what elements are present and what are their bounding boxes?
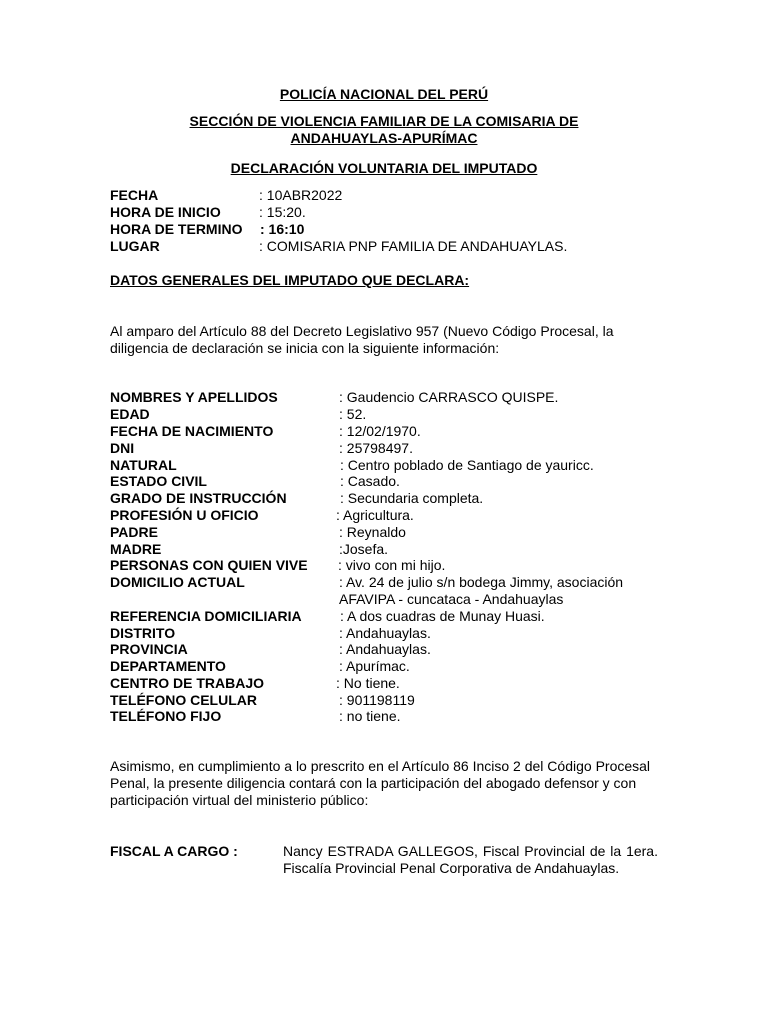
field-label: PROFESIÓN U OFICIO bbox=[110, 507, 259, 523]
field-label: REFERENCIA DOMICILIARIA bbox=[110, 608, 302, 624]
fiscal-value: Nancy ESTRADA GALLEGOS, Fiscal Provincial de la 1era. Fiscalía Provincial Penal Corporativa de Andahuaylas. bbox=[283, 843, 658, 876]
lugar-value: : COMISARIA PNP FAMILIA DE ANDAHUAYLAS. bbox=[259, 238, 568, 254]
asimismo-paragraph: Asimismo, en cumplimiento a lo prescrito en el Artículo 86 Inciso 2 del Código Procesal Penal, la presente diligencia contará con la participación del abogado defensor y con participación virtual del ministerio público: bbox=[110, 758, 651, 808]
field-label: FECHA DE NACIMIENTO bbox=[110, 423, 274, 439]
field-label: DNI bbox=[110, 440, 135, 456]
field-label: TELÉFONO CELULAR bbox=[110, 692, 257, 708]
field-value: : A dos cuadras de Munay Huasi. bbox=[340, 608, 545, 624]
field-value: : No tiene. bbox=[336, 675, 400, 691]
field-value: : Andahuaylas. bbox=[339, 641, 431, 657]
field-label: NOMBRES Y APELLIDOS bbox=[110, 389, 278, 405]
field-label: GRADO DE INSTRUCCIÓN bbox=[110, 490, 287, 506]
field-label: DEPARTAMENTO bbox=[110, 658, 226, 674]
intro-paragraph: Al amparo del Artículo 88 del Decreto Legislativo 957 (Nuevo Código Procesal, la diligencia de declaración se inicia con la siguiente información: bbox=[110, 323, 614, 356]
field-label: PROVINCIA bbox=[110, 641, 188, 657]
fecha-value: : 10ABR2022 bbox=[259, 187, 343, 203]
field-value: : Gaudencio CARRASCO QUISPE. bbox=[339, 389, 559, 405]
document-title: DECLARACIÓN VOLUNTARIA DEL IMPUTADO bbox=[230, 160, 538, 176]
field-label: MADRE bbox=[110, 541, 162, 557]
field-label: CENTRO DE TRABAJO bbox=[110, 675, 265, 691]
fecha-label: FECHA bbox=[110, 187, 159, 203]
field-label: PADRE bbox=[110, 524, 158, 540]
field-label: DISTRITO bbox=[110, 625, 176, 641]
field-value-continuation: AFAVIPA - cuncataca - Andahuaylas bbox=[339, 591, 564, 607]
field-value: : Andahuaylas. bbox=[339, 625, 431, 641]
field-value: : Agricultura. bbox=[336, 507, 414, 523]
field-value: :Josefa. bbox=[339, 541, 389, 557]
field-value: : 901198119 bbox=[339, 692, 415, 708]
field-value: : Secundaria completa. bbox=[340, 490, 484, 506]
field-label: ESTADO CIVIL bbox=[110, 473, 207, 489]
lugar-label: LUGAR bbox=[110, 238, 160, 254]
section-title-line2: ANDAHUAYLAS-APURÍMAC bbox=[290, 130, 478, 146]
hora-termino-value: : 16:10 bbox=[260, 221, 305, 237]
field-label: PERSONAS CON QUIEN VIVE bbox=[110, 557, 308, 573]
fiscal-label: FISCAL A CARGO : bbox=[110, 843, 238, 859]
field-value: : Casado. bbox=[340, 473, 400, 489]
field-value: : no tiene. bbox=[339, 708, 401, 724]
datos-generales-heading: DATOS GENERALES DEL IMPUTADO QUE DECLARA: bbox=[110, 272, 470, 288]
field-value: : 12/02/1970. bbox=[339, 423, 421, 439]
hora-termino-label: HORA DE TERMINO bbox=[110, 221, 243, 237]
section-title-line1: SECCIÓN DE VIOLENCIA FAMILIAR DE LA COMISARIA DE bbox=[189, 113, 579, 129]
institution-title: POLICÍA NACIONAL DEL PERÚ bbox=[279, 86, 489, 102]
field-value: : 25798497. bbox=[339, 440, 413, 456]
field-value: : Av. 24 de julio s/n bodega Jimmy, asociación bbox=[339, 574, 624, 590]
field-value: : Centro poblado de Santiago de yauricc. bbox=[340, 457, 594, 473]
field-label: TELÉFONO FIJO bbox=[110, 708, 222, 724]
hora-inicio-label: HORA DE INICIO bbox=[110, 204, 221, 220]
field-value: : 52. bbox=[339, 406, 367, 422]
field-label: NATURAL bbox=[110, 457, 177, 473]
field-label: DOMICILIO ACTUAL bbox=[110, 574, 245, 590]
hora-inicio-value: : 15:20. bbox=[259, 204, 306, 220]
field-value: : Reynaldo bbox=[339, 524, 406, 540]
field-value: : vivo con mi hijo. bbox=[338, 557, 446, 573]
field-value: : Apurímac. bbox=[339, 658, 410, 674]
field-label: EDAD bbox=[110, 406, 150, 422]
